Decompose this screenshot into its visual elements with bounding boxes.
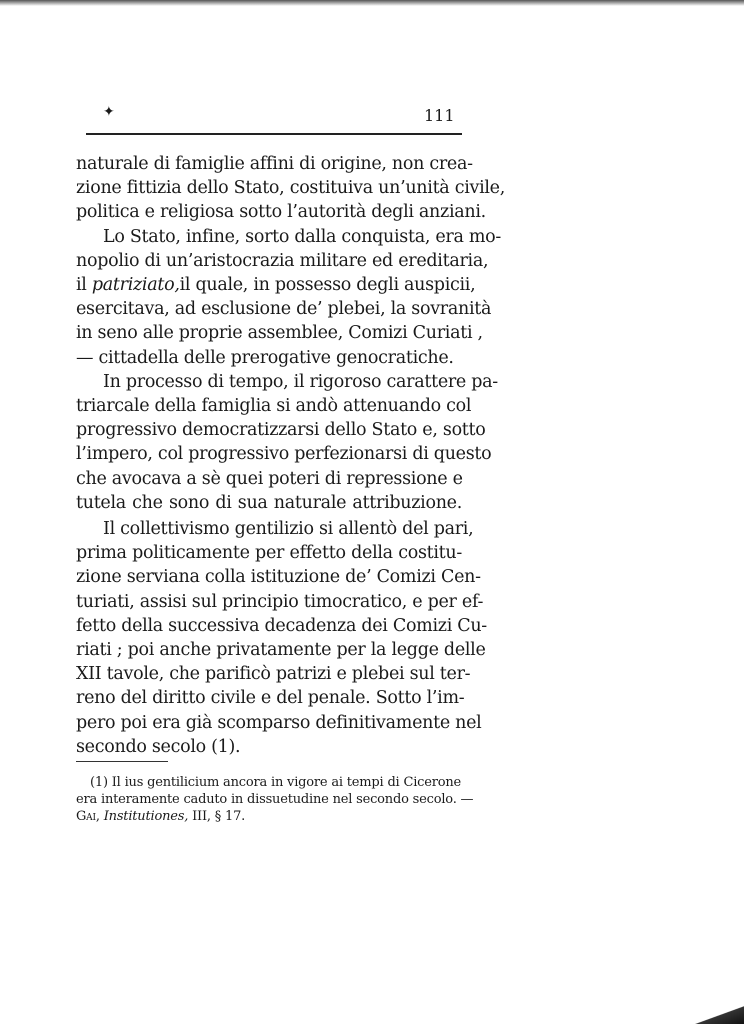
text-line: progressivo democratizzarsi dello Stato e, sotto [76,420,486,441]
text-line: reno del diritto civile e del penale. Sotto l’im- [76,688,465,709]
text-line: Lo Stato, infine, sorto dalla conquista, era mo- [103,226,502,247]
scan-corner-edge [694,1006,744,1024]
footnote-line: (1) Il ius gentilicium ancora in vigore ai tempi di Cicerone [90,775,462,790]
text-line: politica e religiosa sotto l’autorità degli anziani. [76,202,486,223]
scan-top-edge [0,0,744,6]
italic-term: patriziato, [91,275,180,296]
text-line: prima politicamente per effetto della costitu- [76,543,462,564]
text-line: zione serviana colla istituzione de’ Comizi Cen- [76,567,481,588]
text-line: l’impero, col progressivo perfezionarsi di questo [76,444,492,465]
footnote-line: era interamente caduto in dissuetudine nel secondo secolo. — [76,792,474,807]
text-line: — cittadella delle prerogative genocratiche. [76,347,454,368]
footnote [76,774,474,825]
header-rule [86,133,462,135]
text-line [76,273,476,297]
text-line: che avocava a sè quei poteri di repressione e [76,468,463,489]
body-text [76,152,505,759]
text-line: triarcale della famiglia si andò attenuando col [76,396,472,417]
text-line: In processo di tempo, il rigoroso carattere pa- [103,371,498,392]
text-line: XII tavole, che parificò patrizi e plebei sul ter- [76,664,471,685]
text-line: riati ; poi anche privatamente per la legge delle [76,640,486,661]
text-line: fetto della successiva decadenza dei Comizi Cu- [76,615,487,636]
text-fragment: il quale, in possesso degli auspicii, [179,275,476,296]
page-number: 111 [424,106,455,125]
text-line: turiati, assisi sul principio timocratico, e per ef- [76,591,484,612]
text-line: pero poi era già scomparso definitivamente nel [76,712,482,733]
footnote-rule [76,761,168,762]
text-line: Il collettivismo gentilizio si allentò del pari, [103,519,474,540]
text-line: nopolio di un’aristocrazia militare ed ereditaria, [76,250,489,271]
footnote-citation [76,808,458,825]
text-line: zione fittizia dello Stato, costituiva un’unità civile, [76,178,505,199]
citation-author: Gai, [76,809,100,824]
text-line: secondo secolo (1). [76,736,241,757]
text-word: il [76,275,87,296]
text-line: naturale di famiglie affini di origine, non crea- [76,154,473,174]
text-line: esercitava, ad esclusione de’ plebei, la sovranità [76,299,492,320]
text-line: in seno alle proprie assemblee, Comizi Curiati , [76,323,483,344]
text-line: tutela che sono di sua naturale attribuzione. [76,492,462,513]
citation-ref: III, § 17. [192,809,246,824]
citation-work: Institutiones, [103,809,189,824]
ink-blot-mark: ✦ [103,104,115,120]
